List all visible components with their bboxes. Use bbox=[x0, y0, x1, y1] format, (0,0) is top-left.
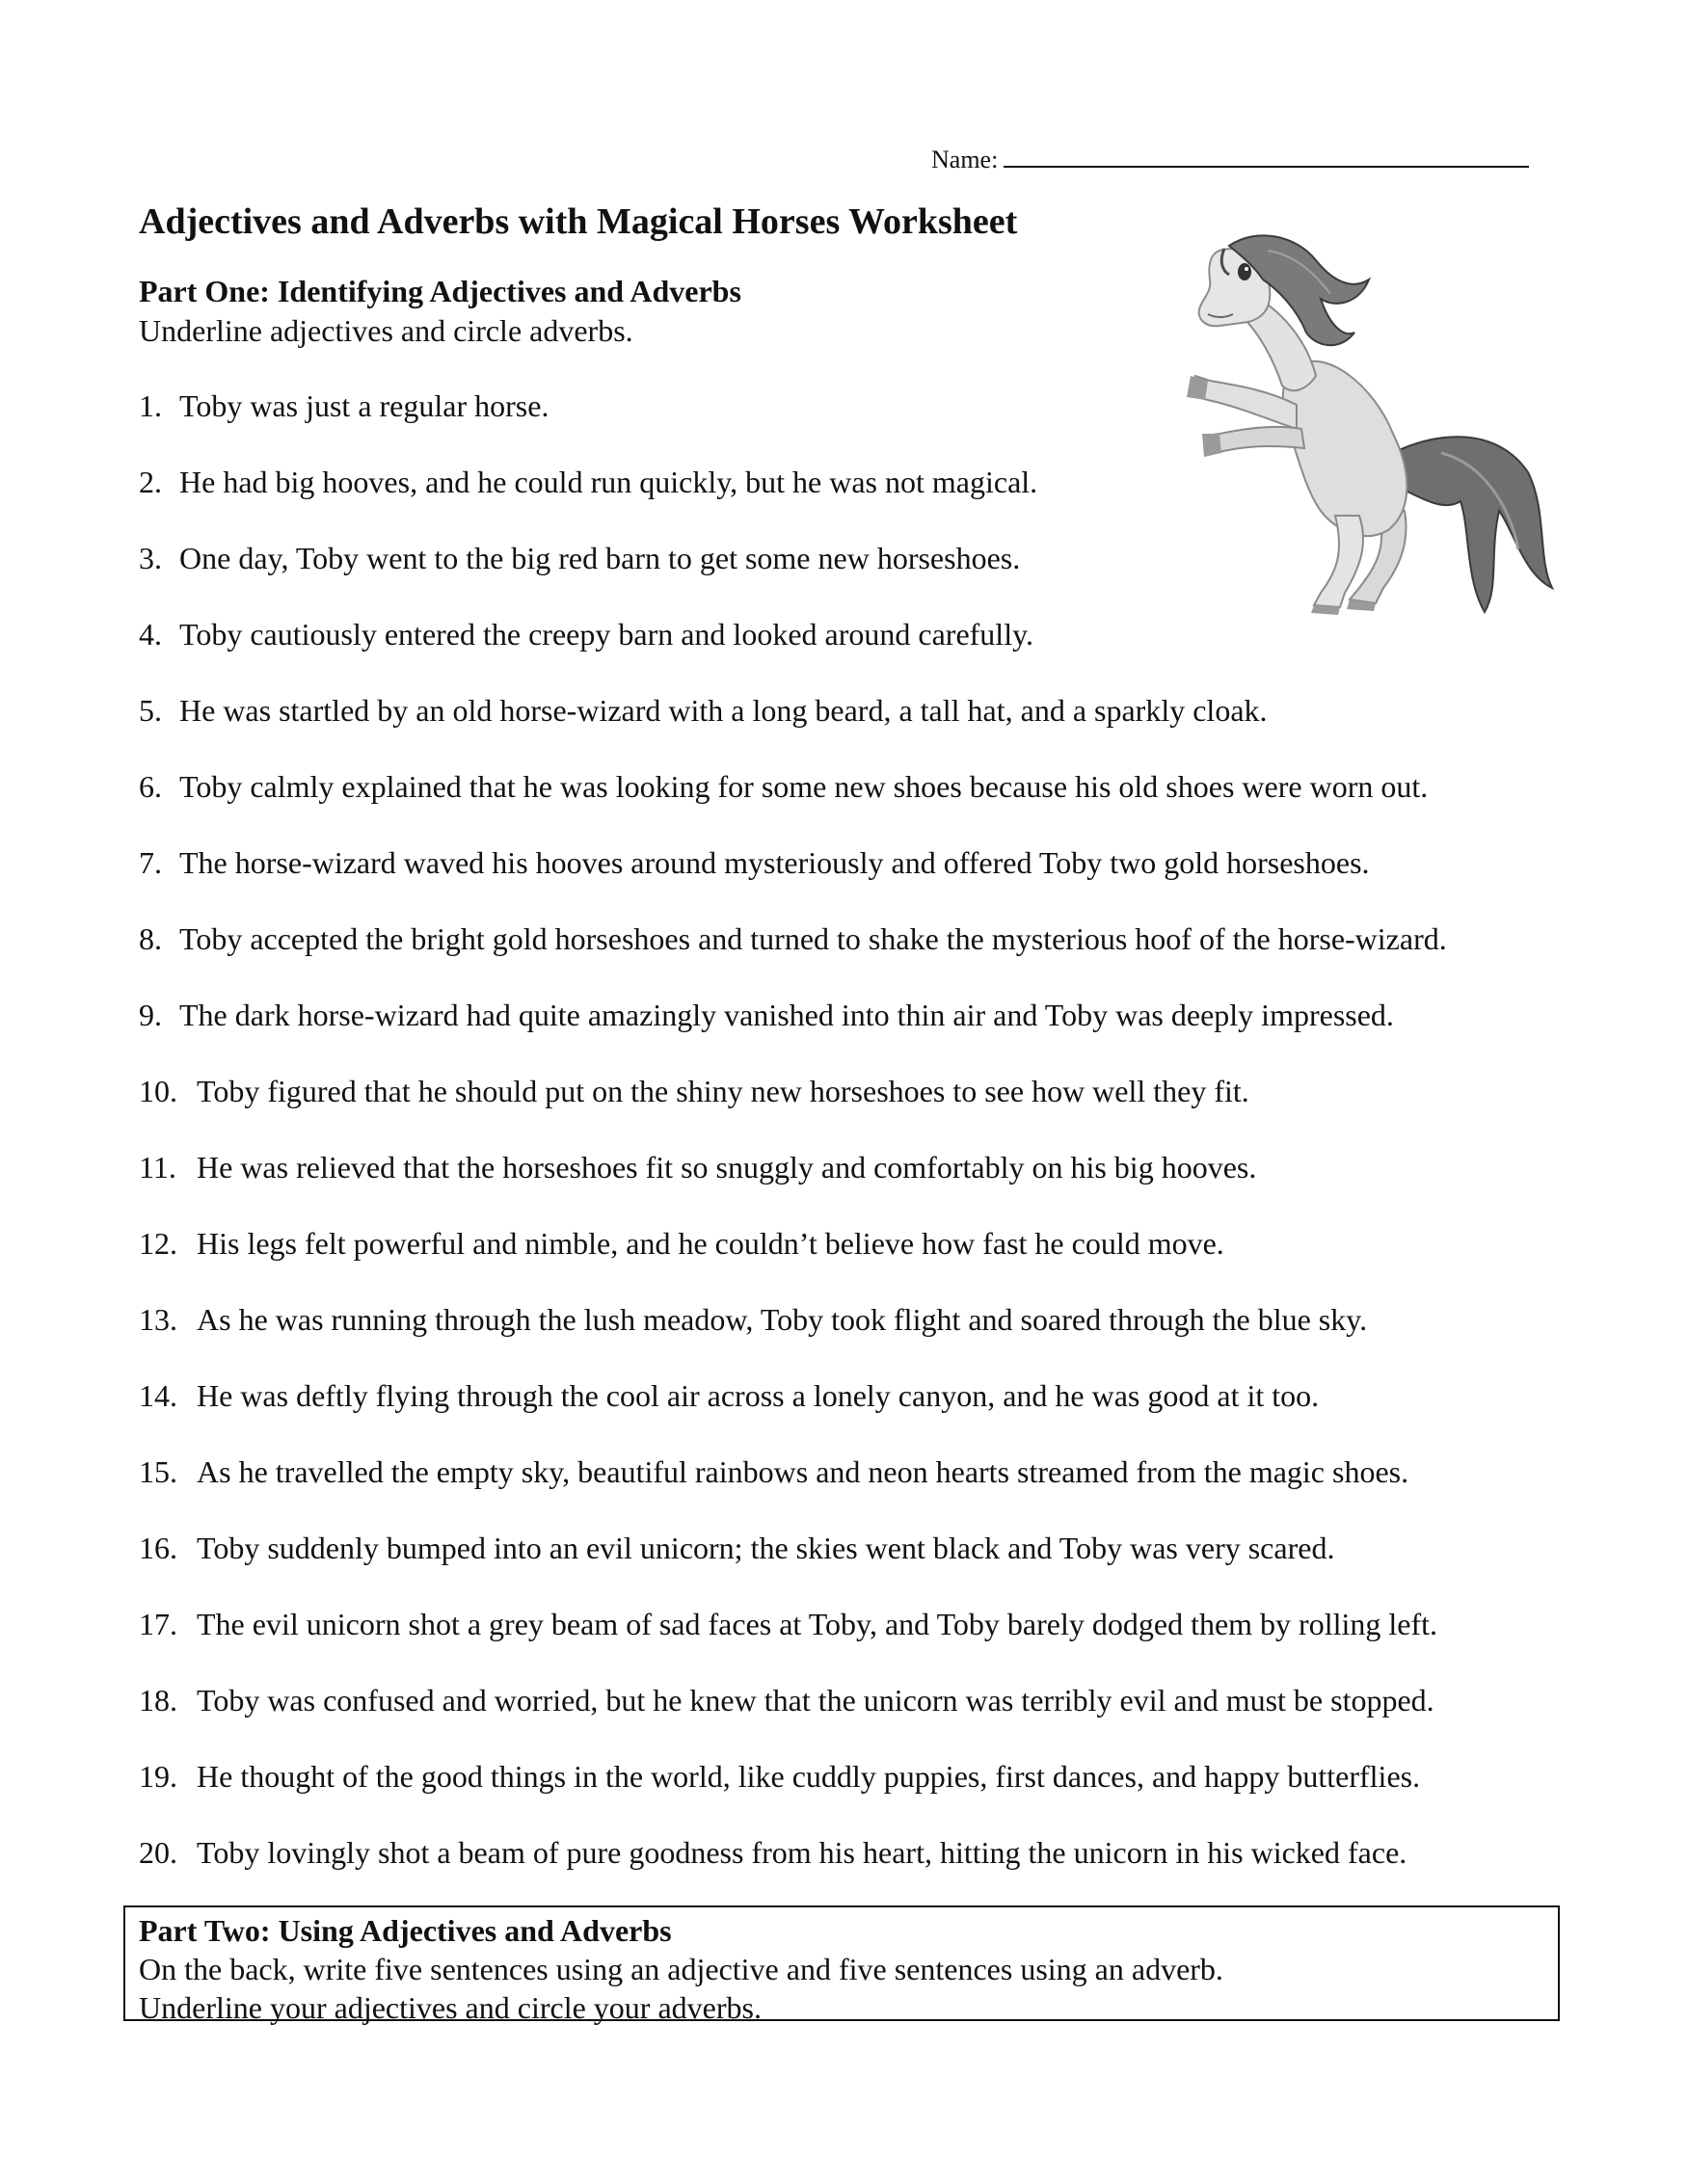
question-4 bbox=[139, 616, 1447, 692]
question-number: 4. bbox=[139, 617, 162, 652]
question-6 bbox=[139, 768, 1447, 844]
question-number: 20. bbox=[139, 1835, 177, 1870]
part-two-box bbox=[123, 1905, 1560, 2025]
question-number: 10. bbox=[139, 1074, 177, 1108]
question-number: 13. bbox=[139, 1302, 177, 1337]
question-16 bbox=[139, 1530, 1447, 1606]
question-number: 6. bbox=[139, 769, 162, 804]
horse-tail bbox=[1393, 437, 1552, 612]
question-number: 11. bbox=[139, 1150, 176, 1185]
name-blank-line[interactable] bbox=[1004, 143, 1529, 168]
question-text: Toby suddenly bumped into an evil unicorn; the skies went black and Toby was very scared. bbox=[197, 1531, 1335, 1565]
question-11 bbox=[139, 1149, 1447, 1225]
question-number: 19. bbox=[139, 1759, 177, 1794]
question-number: 18. bbox=[139, 1683, 177, 1718]
question-text: His legs felt powerful and nimble, and he couldn’t believe how fast he could move. bbox=[197, 1226, 1224, 1261]
question-number: 14. bbox=[139, 1378, 177, 1413]
question-19 bbox=[139, 1758, 1447, 1834]
question-20 bbox=[139, 1834, 1447, 1910]
question-text: He thought of the good things in the world, like cuddly puppies, first dances, and happy butterflies. bbox=[197, 1759, 1421, 1794]
question-text: The dark horse-wizard had quite amazingly vanished into thin air and Toby was deeply impressed. bbox=[179, 998, 1394, 1032]
question-text: Toby cautiously entered the creepy barn and looked around carefully. bbox=[179, 617, 1033, 652]
question-text: Toby figured that he should put on the shiny new horseshoes to see how well they fit. bbox=[197, 1074, 1249, 1108]
question-5 bbox=[139, 692, 1447, 768]
question-text: Toby accepted the bright gold horseshoes and turned to shake the mysterious hoof of the horse-wizard. bbox=[179, 921, 1447, 956]
question-9 bbox=[139, 997, 1447, 1073]
question-text: He was startled by an old horse-wizard with a long beard, a tall hat, and a sparkly cloak. bbox=[179, 693, 1268, 728]
part-two-instruction-1: On the back, write five sentences using an adjective and five sentences using an adverb. bbox=[139, 1952, 1223, 1986]
question-number: 17. bbox=[139, 1607, 177, 1641]
question-14 bbox=[139, 1377, 1447, 1453]
question-number: 7. bbox=[139, 845, 162, 880]
question-text: Toby was just a regular horse. bbox=[179, 388, 549, 423]
question-text: Toby was confused and worried, but he knew that the unicorn was terribly evil and must be stopped. bbox=[197, 1683, 1434, 1718]
question-12 bbox=[139, 1225, 1447, 1301]
part-two-heading: Part Two: Using Adjectives and Adverbs bbox=[139, 1913, 672, 1948]
question-text: He was relieved that the horseshoes fit so snuggly and comfortably on his big hooves. bbox=[197, 1150, 1257, 1185]
question-text: He had big hooves, and he could run quickly, but he was not magical. bbox=[179, 465, 1038, 499]
question-18 bbox=[139, 1682, 1447, 1758]
question-10 bbox=[139, 1073, 1447, 1149]
part-one-instructions: Underline adjectives and circle adverbs. bbox=[139, 313, 633, 348]
question-17 bbox=[139, 1606, 1447, 1682]
question-number: 16. bbox=[139, 1531, 177, 1565]
question-text: He was deftly flying through the cool air across a lonely canyon, and he was good at it too. bbox=[197, 1378, 1320, 1413]
name-field bbox=[931, 143, 1529, 174]
question-text: Toby lovingly shot a beam of pure goodness from his heart, hitting the unicorn in his wicked face. bbox=[197, 1835, 1407, 1870]
question-number: 12. bbox=[139, 1226, 177, 1261]
horse-illustration-icon bbox=[1152, 222, 1557, 626]
question-number: 1. bbox=[139, 388, 162, 423]
part-two-instruction-2: Underline your adjectives and circle your adverbs. bbox=[139, 1990, 762, 2025]
part-one-heading: Part One: Identifying Adjectives and Adverbs bbox=[139, 274, 741, 308]
question-text: One day, Toby went to the big red barn to get some new horseshoes. bbox=[179, 541, 1021, 575]
question-number: 15. bbox=[139, 1454, 177, 1489]
name-label: Name: bbox=[931, 146, 999, 173]
question-number: 9. bbox=[139, 998, 162, 1032]
question-7 bbox=[139, 844, 1447, 920]
question-text: The horse-wizard waved his hooves around mysteriously and offered Toby two gold horseshoes. bbox=[179, 845, 1370, 880]
question-13 bbox=[139, 1301, 1447, 1377]
question-text: As he was running through the lush meadow, Toby took flight and soared through the blue sky. bbox=[197, 1302, 1368, 1337]
question-number: 3. bbox=[139, 541, 162, 575]
question-15 bbox=[139, 1453, 1447, 1530]
question-8 bbox=[139, 920, 1447, 997]
question-text: As he travelled the empty sky, beautiful rainbows and neon hearts streamed from the magic shoes. bbox=[197, 1454, 1409, 1489]
question-text: Toby calmly explained that he was looking for some new shoes because his old shoes were worn out. bbox=[179, 769, 1429, 804]
question-number: 2. bbox=[139, 465, 162, 499]
question-number: 8. bbox=[139, 921, 162, 956]
question-number: 5. bbox=[139, 693, 162, 728]
question-text: The evil unicorn shot a grey beam of sad faces at Toby, and Toby barely dodged them by rolling left. bbox=[197, 1607, 1438, 1641]
worksheet-title: Adjectives and Adverbs with Magical Horses Worksheet bbox=[139, 201, 1018, 242]
